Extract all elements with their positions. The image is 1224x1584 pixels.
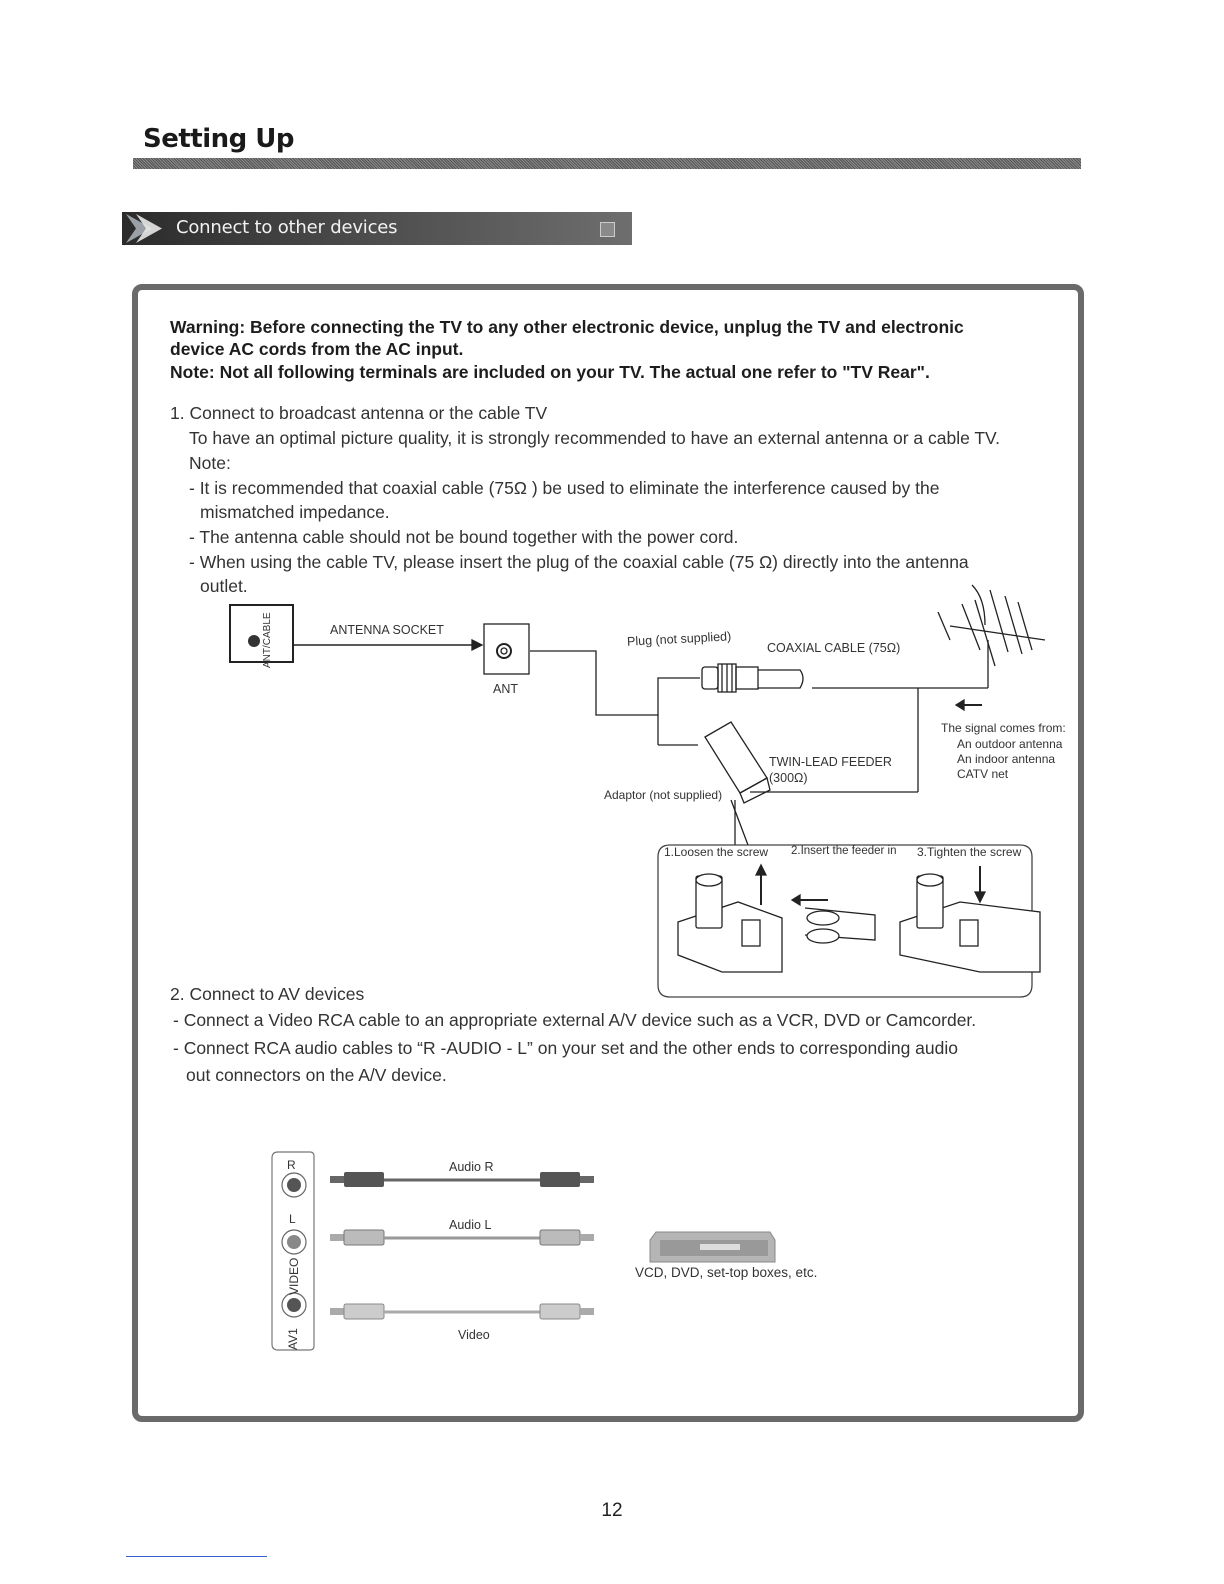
step2-bullet2: - Connect RCA audio cables to “R -AUDIO - L” on your set and the other ends to corresponding audio	[173, 1038, 959, 1058]
section-title: Connect to other devices	[176, 217, 398, 238]
jack-r-label: R	[287, 1158, 296, 1172]
warning-line-1: Warning: Before connecting the TV to any other electronic device, unplug the TV and electronic	[170, 317, 964, 337]
step1-bullet1-cont: mismatched impedance.	[200, 502, 390, 522]
signal-source-outdoor: An outdoor antenna	[957, 737, 1063, 751]
page-number: 12	[601, 1500, 623, 1521]
step-loosen-screw: 1.Loosen the screw	[664, 845, 769, 859]
antenna-socket-label: ANTENNA SOCKET	[330, 623, 444, 637]
page-title: Setting Up	[143, 124, 295, 154]
video-cable	[330, 1304, 594, 1319]
step1-bullet3: - When using the cable TV, please insert the plug of the coaxial cable (75 Ω) directly into the antenna	[189, 552, 969, 572]
signal-title: The signal comes from:	[941, 721, 1066, 735]
step1-bullet3-cont: outlet.	[200, 576, 248, 596]
audio-r-cable	[330, 1172, 594, 1187]
jack-l-label: L	[289, 1212, 296, 1226]
step1-heading: 1. Connect to broadcast antenna or the cable TV	[170, 403, 548, 423]
warning-line-2: device AC cords from the AC input.	[170, 339, 464, 359]
audio-l-label: Audio L	[449, 1218, 492, 1232]
ant-cable-label: ANT/CABLE	[262, 612, 273, 668]
audio-l-cable	[330, 1230, 594, 1245]
dvd-player	[650, 1232, 775, 1262]
warning-note: Note: Not all following terminals are included on your TV. The actual one refer to "TV Rear".	[170, 362, 930, 382]
step-insert-feeder: 2.Insert the feeder in	[791, 845, 897, 857]
audio-r-label: Audio R	[449, 1160, 494, 1174]
step2-bullet2-cont: out connectors on the A/V device.	[186, 1065, 447, 1085]
jack-video-label: VIDEO	[287, 1257, 301, 1295]
step1-note-label: Note:	[189, 453, 231, 473]
twin-lead-label: TWIN-LEAD FEEDER	[769, 755, 892, 769]
av1-label: AV1	[286, 1328, 300, 1350]
step2-bullet1: - Connect a Video RCA cable to an appropriate external A/V device such as a VCR, DVD or Camcorder.	[173, 1010, 977, 1030]
adaptor-label: Adaptor (not supplied)	[604, 788, 723, 802]
coaxial-cable-label: COAXIAL CABLE (75Ω)	[767, 641, 901, 655]
plug-label: Plug (not supplied)	[626, 629, 732, 649]
device-caption: VCD, DVD, set-top boxes, etc.	[635, 1265, 818, 1280]
step1-intro: To have an optimal picture quality, it is strongly recommended to have an external antenna or a cable TV.	[189, 428, 1000, 448]
footer-rule	[126, 1556, 267, 1557]
twin-lead-impedance: (300Ω)	[769, 771, 808, 785]
step1-bullet1: - It is recommended that coaxial cable (75Ω ) be used to eliminate the interference caused by the	[189, 478, 940, 498]
ant-label: ANT	[493, 682, 518, 696]
step1-bullet2: - The antenna cable should not be bound together with the power cord.	[189, 527, 739, 547]
signal-source-catv: CATV net	[957, 767, 1009, 781]
step-tighten-screw: 3.Tighten the screw	[917, 845, 1022, 859]
step2-heading: 2. Connect to AV devices	[170, 984, 365, 1004]
signal-source-indoor: An indoor antenna	[957, 752, 1056, 766]
video-label: Video	[458, 1328, 490, 1342]
